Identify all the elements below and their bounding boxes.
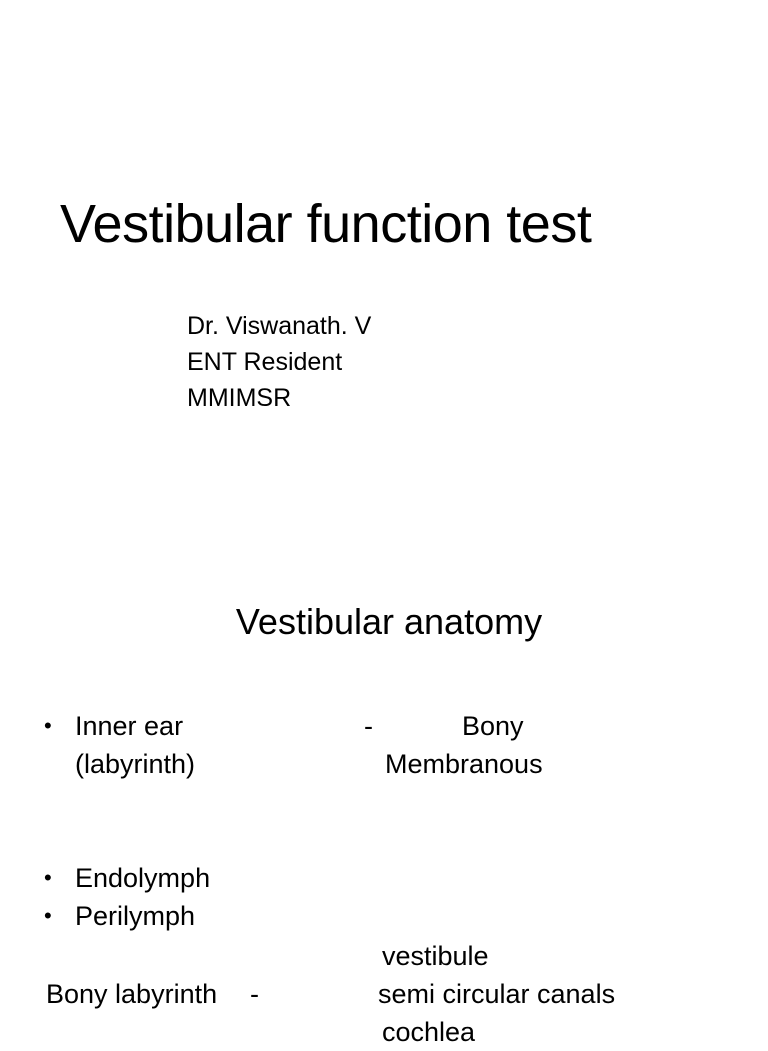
inner-ear-type-bony: Bony [462, 711, 524, 741]
list-item-perilymph: Perilymph [75, 901, 196, 931]
bullet-dot: • [44, 865, 52, 890]
inner-ear-type-membranous: Membranous [385, 749, 543, 779]
author-block [187, 308, 371, 416]
inner-ear-label: Inner ear [75, 711, 184, 741]
bony-labyrinth-label: Bony labyrinth [46, 979, 218, 1009]
bony-part-cochlea: cochlea [382, 1017, 476, 1047]
bony-part-semicircular-canals: semi circular canals [378, 979, 616, 1009]
section-heading: Vestibular anatomy [235, 601, 543, 642]
author-role: ENT Resident [187, 348, 343, 376]
author-name: Dr. Viswanath. V [187, 312, 372, 340]
inner-ear-dash: - [364, 711, 373, 741]
bullet-dot: • [44, 903, 52, 928]
slide-title: Vestibular function test [60, 194, 592, 254]
list-item-endolymph: Endolymph [75, 863, 211, 893]
bony-part-vestibule: vestibule [382, 941, 489, 971]
bullet-dot: • [44, 713, 52, 738]
author-institution: MMIMSR [187, 384, 292, 412]
bony-labyrinth-dash: - [250, 979, 259, 1009]
inner-ear-sub-label: (labyrinth) [75, 749, 196, 779]
